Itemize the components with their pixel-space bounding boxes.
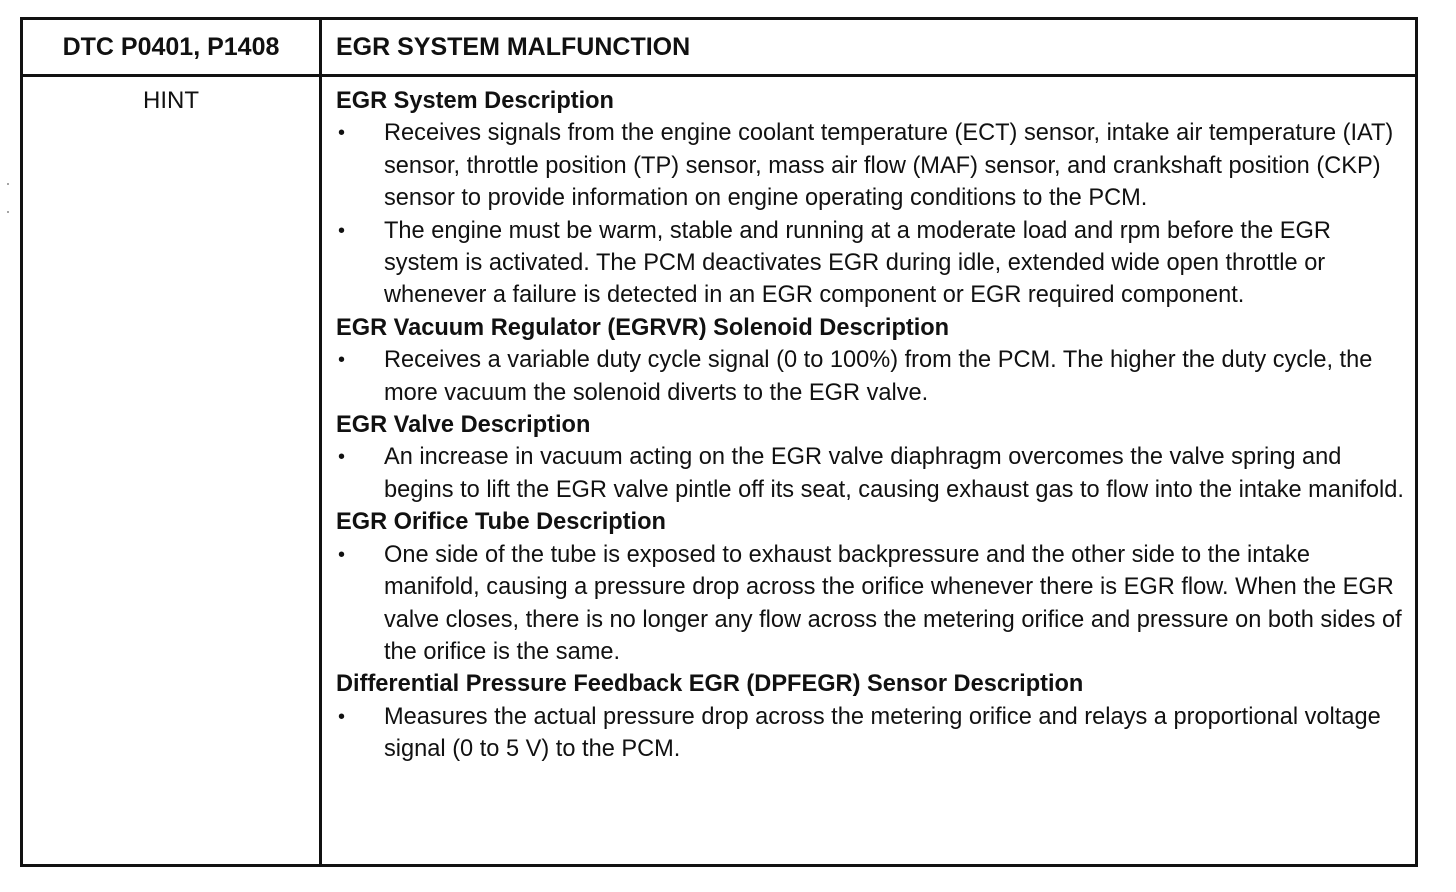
- description-content-cell: [322, 77, 1415, 864]
- bullet-text: Receives signals from the engine coolant temperature (ECT) sensor, intake air temperature (IAT) sensor, throttle position (TP) sensor, mass air flow (MAF) sensor, and crankshaft position (CKP) sensor to provide information on engine operating conditions to the PCM.: [384, 120, 1394, 212]
- bullet-item: [336, 539, 1405, 669]
- bullet-dot-icon: •: [338, 219, 346, 242]
- bullet-list: [336, 441, 1405, 506]
- dtc-table: [20, 17, 1418, 867]
- bullet-list: [336, 344, 1405, 409]
- dtc-code-cell: [23, 20, 322, 77]
- bullet-text: An increase in vacuum acting on the EGR valve diaphragm overcomes the valve spring and begins to lift the EGR valve pintle off its seat, causing exhaust gas to flow into the intake manifold.: [384, 444, 1404, 503]
- section-heading: EGR Orifice Tube Description: [336, 509, 666, 536]
- section-heading: Differential Pressure Feedback EGR (DPFEGR) Sensor Description: [336, 671, 1084, 698]
- bullet-item: [336, 701, 1405, 766]
- bullet-item: [336, 215, 1405, 312]
- hint-label: HINT: [143, 87, 199, 114]
- bullet-item: [336, 117, 1405, 214]
- bullet-text: Measures the actual pressure drop across the metering orifice and relays a proportional voltage signal (0 to 5 V) to the PCM.: [384, 703, 1381, 763]
- hint-cell: [23, 77, 322, 864]
- dtc-codes: DTC P0401, P1408: [62, 32, 280, 61]
- section-heading: EGR Vacuum Regulator (EGRVR) Solenoid Description: [336, 314, 950, 341]
- bullet-text: The engine must be warm, stable and running at a moderate load and rpm before the EGR system is activated. The PCM deactivates EGR during idle, extended wide open throttle or whenever a failure is detected in an EGR component or EGR required component.: [384, 217, 1331, 309]
- bullet-list: [336, 117, 1405, 311]
- malfunction-title: EGR SYSTEM MALFUNCTION: [336, 32, 691, 61]
- bullet-text: One side of the tube is exposed to exhaust backpressure and the other side to the intake manifold, causing a pressure drop across the orifice whenever there is EGR flow. When the EGR valve closes, there is no longer any flow across the metering orifice and pressure on both sides of the orifice is the same.: [384, 541, 1402, 665]
- bullet-dot-icon: •: [338, 446, 346, 469]
- malfunction-title-cell: [322, 20, 1415, 77]
- bullet-dot-icon: •: [338, 543, 346, 566]
- scan-speck-marks: [6, 180, 10, 220]
- section-heading: EGR System Description: [336, 88, 614, 114]
- bullet-dot-icon: •: [338, 349, 346, 372]
- bullet-list: [336, 539, 1405, 669]
- bullet-item: [336, 441, 1405, 506]
- bullet-dot-icon: •: [338, 705, 346, 728]
- bullet-text: Receives a variable duty cycle signal (0 to 100%) from the PCM. The higher the duty cycle, the more vacuum the solenoid diverts to the EGR valve.: [384, 347, 1373, 406]
- bullet-dot-icon: •: [338, 122, 346, 145]
- section-heading: EGR Valve Description: [336, 412, 591, 439]
- bullet-list: [336, 701, 1405, 766]
- bullet-item: [336, 344, 1405, 409]
